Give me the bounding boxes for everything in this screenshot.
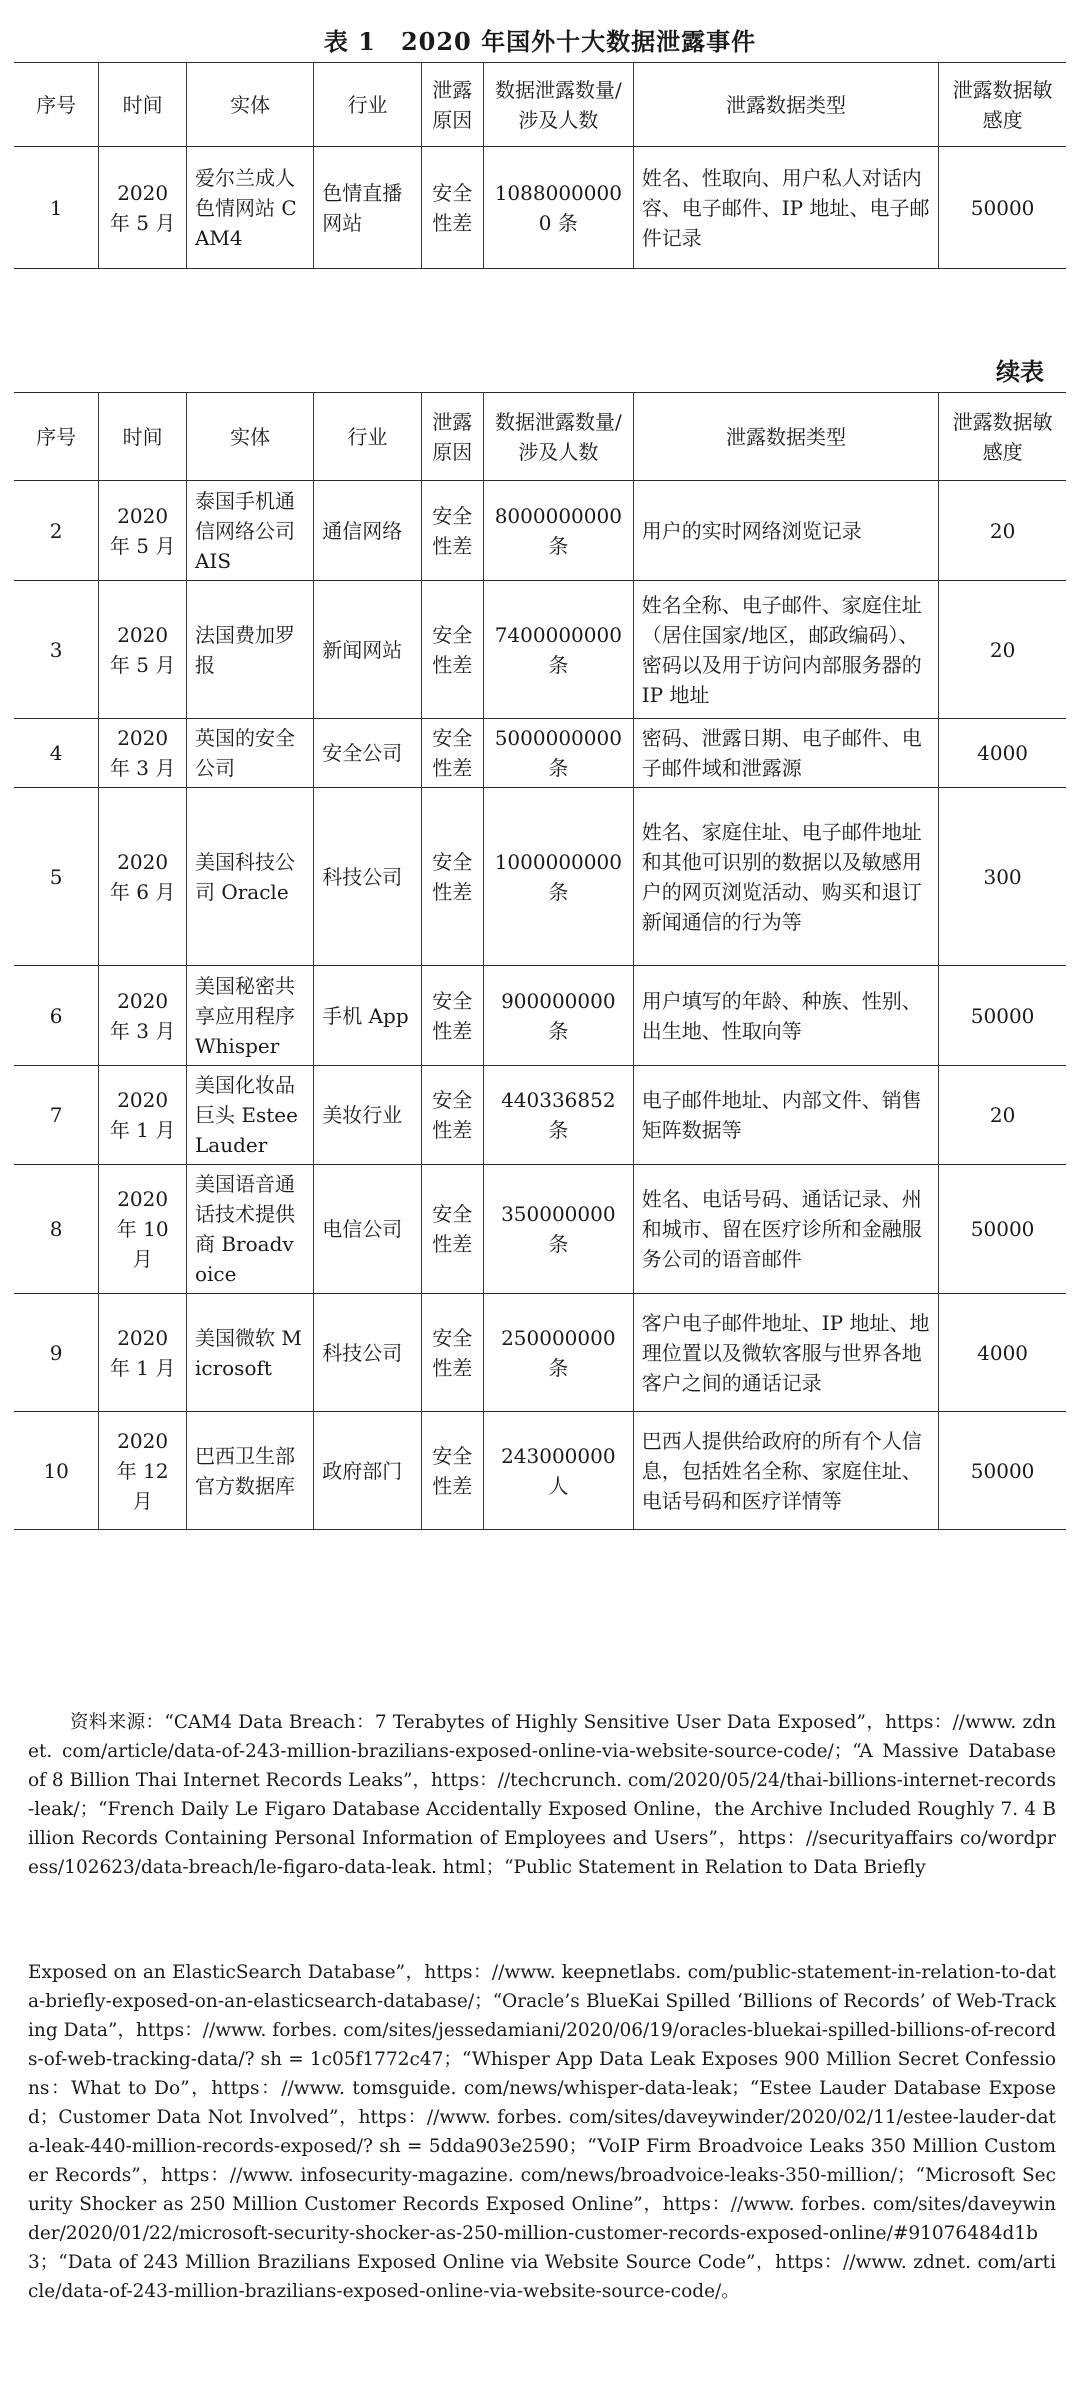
table-row: [14, 1165, 1066, 1294]
cell-entity: 美国微软 Microsoft: [186, 1294, 313, 1412]
table-row: [14, 481, 1066, 581]
cell-count: 900000000 条: [483, 966, 633, 1066]
cell-count: 440336852 条: [483, 1066, 633, 1165]
cell-entity: 爱尔兰成人色情网站 CAM4: [186, 147, 313, 269]
table-row: [14, 581, 1066, 719]
cell-cause: 安全性差: [421, 1066, 483, 1165]
cell-cause: 安全性差: [421, 481, 483, 581]
table-row: [14, 1412, 1066, 1530]
cell-no: 10: [14, 1412, 99, 1530]
cell-cause: 安全性差: [421, 1294, 483, 1412]
header-cell: 泄露原因: [421, 63, 483, 147]
cell-count: 7400000000 条: [483, 581, 633, 719]
table-header-row: [14, 393, 1066, 481]
cell-no: 6: [14, 966, 99, 1066]
cell-time: 2020 年 5 月: [99, 147, 187, 269]
table-row: [14, 788, 1066, 966]
cell-sensitivity: 50000: [939, 966, 1066, 1066]
cell-count: 1000000000 条: [483, 788, 633, 966]
table-row: [14, 966, 1066, 1066]
cell-sensitivity: 50000: [939, 147, 1066, 269]
cell-industry: 美妆行业: [314, 1066, 421, 1165]
cell-types: 姓名、性取向、用户私人对话内容、电子邮件、IP 地址、电子邮件记录: [633, 147, 938, 269]
cell-sensitivity: 20: [939, 1066, 1066, 1165]
cell-time: 2020 年 1 月: [99, 1294, 187, 1412]
cell-types: 姓名、家庭住址、电子邮件地址和其他可识别的数据以及敏感用户的网页浏览活动、购买和退订新闻通信的行为等: [633, 788, 938, 966]
data-table-part-1: [14, 62, 1066, 269]
continued-label: 续表: [996, 357, 1044, 386]
header-cell: 数据泄露数量/涉及人数: [483, 63, 633, 147]
cell-cause: 安全性差: [421, 581, 483, 719]
table-row: [14, 147, 1066, 269]
table-header-row: [14, 63, 1066, 147]
cell-entity: 英国的安全公司: [186, 719, 313, 788]
cell-types: 客户电子邮件地址、IP 地址、地理位置以及微软客服与世界各地客户之间的通话记录: [633, 1294, 938, 1412]
cell-no: 5: [14, 788, 99, 966]
cell-time: 2020 年 5 月: [99, 581, 187, 719]
cell-cause: 安全性差: [421, 147, 483, 269]
cell-time: 2020 年 12 月: [99, 1412, 187, 1530]
cell-types: 用户的实时网络浏览记录: [633, 481, 938, 581]
cell-types: 密码、泄露日期、电子邮件、电子邮件域和泄露源: [633, 719, 938, 788]
cell-types: 巴西人提供给政府的所有个人信息，包括姓名全称、家庭住址、电话号码和医疗详情等: [633, 1412, 938, 1530]
cell-time: 2020 年 1 月: [99, 1066, 187, 1165]
header-cell: 泄露数据类型: [633, 63, 938, 147]
cell-cause: 安全性差: [421, 966, 483, 1066]
cell-entity: 泰国手机通信网络公司 AIS: [186, 481, 313, 581]
cell-industry: 科技公司: [314, 788, 421, 966]
cell-types: 电子邮件地址、内部文件、销售矩阵数据等: [633, 1066, 938, 1165]
header-cell: 实体: [186, 393, 313, 481]
cell-entity: 美国语音通话技术提供商 Broadvoice: [186, 1165, 313, 1294]
table-row: [14, 719, 1066, 788]
cell-industry: 手机 App: [314, 966, 421, 1066]
cell-types: 姓名、电话号码、通话记录、州和城市、留在医疗诊所和金融服务公司的语音邮件: [633, 1165, 938, 1294]
cell-cause: 安全性差: [421, 1412, 483, 1530]
cell-industry: 色情直播网站: [314, 147, 421, 269]
cell-no: 3: [14, 581, 99, 719]
cell-entity: 美国科技公司 Oracle: [186, 788, 313, 966]
table-row: [14, 1294, 1066, 1412]
cell-industry: 通信网络: [314, 481, 421, 581]
header-cell: 泄露数据敏感度: [939, 63, 1066, 147]
header-cell: 数据泄露数量/涉及人数: [483, 393, 633, 481]
cell-industry: 政府部门: [314, 1412, 421, 1530]
cell-no: 2: [14, 481, 99, 581]
cell-time: 2020 年 6 月: [99, 788, 187, 966]
header-cell: 序号: [14, 393, 99, 481]
cell-entity: 美国化妆品巨头 Estee Lauder: [186, 1066, 313, 1165]
header-cell: 行业: [314, 63, 421, 147]
cell-count: 250000000 条: [483, 1294, 633, 1412]
cell-sensitivity: 4000: [939, 719, 1066, 788]
cell-time: 2020 年 10 月: [99, 1165, 187, 1294]
cell-no: 4: [14, 719, 99, 788]
cell-entity: 法国费加罗报: [186, 581, 313, 719]
cell-sensitivity: 20: [939, 581, 1066, 719]
cell-count: 243000000 人: [483, 1412, 633, 1530]
cell-cause: 安全性差: [421, 1165, 483, 1294]
cell-time: 2020 年 3 月: [99, 719, 187, 788]
table-title: 表 1 2020 年国外十大数据泄露事件: [323, 27, 757, 56]
cell-no: 8: [14, 1165, 99, 1294]
cell-count: 350000000 条: [483, 1165, 633, 1294]
cell-cause: 安全性差: [421, 788, 483, 966]
cell-industry: 科技公司: [314, 1294, 421, 1412]
cell-types: 姓名全称、电子邮件、家庭住址（居住国家/地区，邮政编码）、密码以及用于访问内部服务器的 IP 地址: [633, 581, 938, 719]
cell-time: 2020 年 3 月: [99, 966, 187, 1066]
header-cell: 泄露数据敏感度: [939, 393, 1066, 481]
cell-count: 8000000000 条: [483, 481, 633, 581]
cell-cause: 安全性差: [421, 719, 483, 788]
cell-sensitivity: 50000: [939, 1412, 1066, 1530]
cell-sensitivity: 4000: [939, 1294, 1066, 1412]
cell-no: 9: [14, 1294, 99, 1412]
cell-industry: 电信公司: [314, 1165, 421, 1294]
cell-entity: 巴西卫生部官方数据库: [186, 1412, 313, 1530]
cell-time: 2020 年 5 月: [99, 481, 187, 581]
cell-count: 10880000000 条: [483, 147, 633, 269]
table-row: [14, 1066, 1066, 1165]
cell-sensitivity: 300: [939, 788, 1066, 966]
header-cell: 时间: [99, 63, 187, 147]
data-table-part-2: [14, 392, 1066, 1530]
source-notes-part-2: Exposed on an ElasticSearch Database”，https：//www. keepnetlabs. com/public-statement-in-relation-to-data-briefly-exposed-on-an-elasticsearch-database/；“Oracle’s BlueKai Spilled ‘Billions of Records’ of Web-Tracking Data”，https：//www. forbes. com/sites/jessedamiani/2020/06/19/oracles-bluekai-spilled-billions-of-records-of-web-tracking-data/? sh = 1c05f1772c47；“Whisper App Data Leak Exposes 900 Million Secret Confessions：What to Do”，https：//www. tomsguide. com/news/whisper-data-leak；“Estee Lauder Database Exposed；Customer Data Not Involved”，https：//www. forbes. com/sites/daveywinder/2020/02/11/estee-lauder-data-leak-440-million-records-exposed/? sh = 5dda903e2590；“VoIP Firm Broadvoice Leaks 350 Million Customer Records”，https：//www. infosecurity-magazine. com/news/broadvoice-leaks-350-million/；“Microsoft Security Shocker as 250 Million Customer Records Exposed Online”，https：//www. forbes. com/sites/daveywinder/2020/01/22/microsoft-security-shocker-as-250-million-customer-records-exposed-online/#91076484d1b3；“Data of 243 Million Brazilians Exposed Online via Website Source Code”，https：//www. zdnet. com/article/data-of-243-million-brazilians-exposed-online-via-website-source-code/。: [28, 1962, 1056, 2302]
cell-industry: 新闻网站: [314, 581, 421, 719]
cell-no: 1: [14, 147, 99, 269]
cell-no: 7: [14, 1066, 99, 1165]
header-cell: 序号: [14, 63, 99, 147]
cell-industry: 安全公司: [314, 719, 421, 788]
header-cell: 时间: [99, 393, 187, 481]
cell-sensitivity: 50000: [939, 1165, 1066, 1294]
cell-count: 5000000000 条: [483, 719, 633, 788]
header-cell: 泄露原因: [421, 393, 483, 481]
header-cell: 泄露数据类型: [633, 393, 938, 481]
cell-entity: 美国秘密共享应用程序 Whisper: [186, 966, 313, 1066]
header-cell: 实体: [186, 63, 313, 147]
source-notes-part-1: 资料来源：“CAM4 Data Breach：7 Terabytes of Highly Sensitive User Data Exposed”，https：//www. zdnet. com/article/data-of-243-million-brazilians-exposed-online-via-website-source-code/；“A Massive Database of 8 Billion Thai Internet Records Leaks”，https：//techcrunch. com/2020/05/24/thai-billions-internet-records-leak/；“French Daily Le Figaro Database Accidentally Exposed Online，the Archive Included Roughly 7. 4 Billion Records Containing Personal Information of Employees and Users”，https：//securityaffairs co/wordpress/102623/data-breach/le-figaro-data-leak. html；“Public Statement in Relation to Data Briefly: [28, 1712, 1056, 1878]
cell-types: 用户填写的年龄、种族、性别、出生地、性取向等: [633, 966, 938, 1066]
header-cell: 行业: [314, 393, 421, 481]
cell-sensitivity: 20: [939, 481, 1066, 581]
